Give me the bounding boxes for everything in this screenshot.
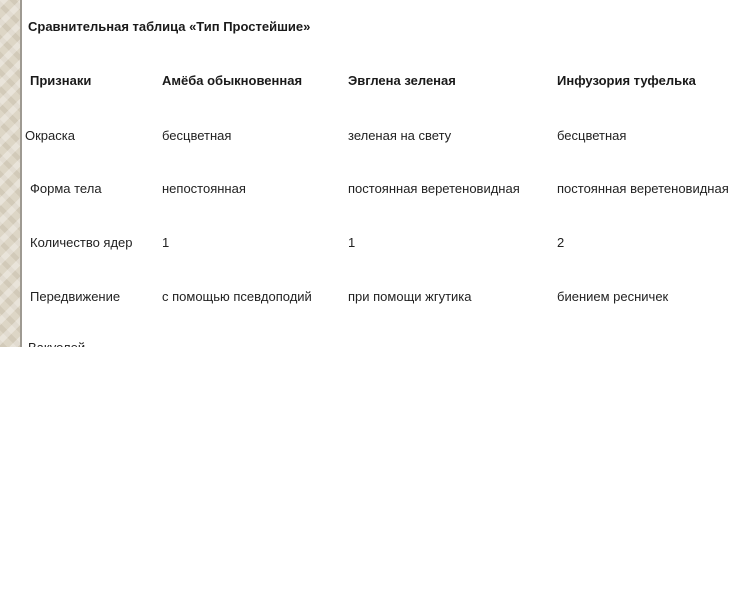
- column-header-euglena: Эвглена зеленая: [348, 73, 456, 88]
- table-cell: бесцветная: [557, 128, 627, 143]
- column-header-feature: Признаки: [30, 73, 92, 88]
- table-cell: непостоянная: [162, 181, 246, 196]
- table-cell: постоянная веретеновидная: [348, 181, 520, 196]
- table-cell: 1: [162, 235, 170, 250]
- table-cell: с помощью псевдоподий: [162, 289, 312, 304]
- column-header-amoeba: Амёба обыкновенная: [162, 73, 303, 88]
- blank-area: [0, 347, 756, 604]
- column-header-paramecium: Инфузория туфелька: [557, 73, 696, 88]
- table-cell: бесцветная: [162, 128, 232, 143]
- table-cell: Передвижение: [30, 289, 121, 304]
- table-cell: зеленая на свету: [348, 128, 452, 143]
- decorative-left-border: [0, 0, 20, 347]
- table-cell: биением ресничек: [557, 289, 669, 304]
- table-cell: Окраска: [25, 128, 75, 143]
- table-cell: Форма тела: [30, 181, 102, 196]
- table-cell: постоянная веретеновидная: [557, 181, 729, 196]
- page-title: Сравнительная таблица «Тип Простейшие»: [28, 19, 311, 34]
- table-cell: 2: [557, 235, 565, 250]
- border-line: [20, 0, 22, 347]
- table-cell: 1: [348, 235, 356, 250]
- table-cell: при помощи жгутика: [348, 289, 472, 304]
- table-cell: Количество ядер: [30, 235, 133, 250]
